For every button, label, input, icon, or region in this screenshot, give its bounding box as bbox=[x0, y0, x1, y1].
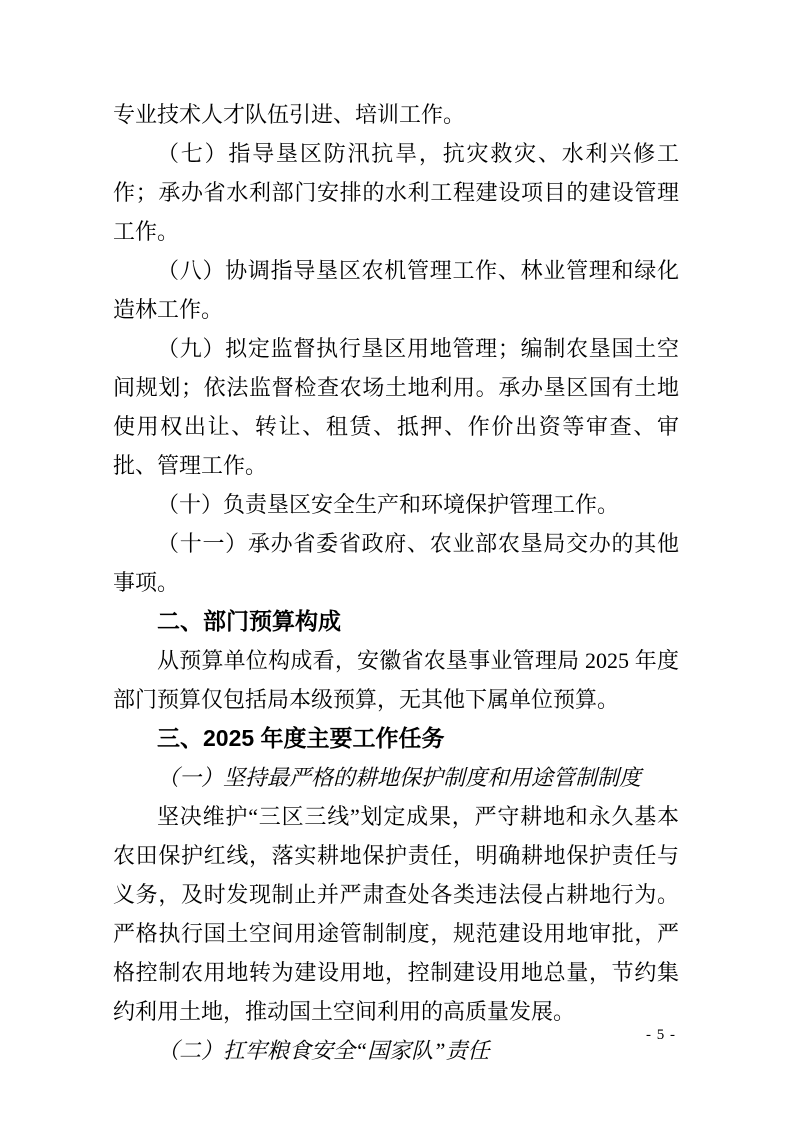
paragraph: 从预算单位构成看，安徽省农垦事业管理局 2025 年度部门预算仅包括局本级预算，无其他下属单位预算。 bbox=[113, 648, 679, 712]
document-body bbox=[113, 95, 679, 1070]
section-heading: 三、2025 年度主要工作任务 bbox=[157, 725, 445, 751]
paragraph: （十）负责垦区安全生产和环境保护管理工作。 bbox=[157, 492, 620, 517]
paragraph: （八）协调指导垦区农机管理工作、林业管理和绿化造林工作。 bbox=[113, 258, 679, 322]
paragraph: （九）拟定监督执行垦区用地管理；编制农垦国土空间规划；依法监督检查农场土地利用。承办垦区国有土地使用权出让、转让、租赁、抵押、作价出资等审查、审批、管理工作。 bbox=[113, 336, 679, 478]
paragraph: （十一）承办省委省政府、农业部农垦局交办的其他事项。 bbox=[113, 531, 679, 595]
section-heading: 二、部门预算构成 bbox=[157, 608, 341, 634]
paragraph: （七）指导垦区防汛抗旱，抗灾救灾、水利兴修工作；承办省水利部门安排的水利工程建设项目的建设管理工作。 bbox=[113, 141, 679, 244]
paragraph: （二）扛牢粮食安全“国家队”责任 bbox=[157, 1038, 490, 1063]
paragraph: 坚决维护“三区三线”划定成果，严守耕地和永久基本农田保护红线，落实耕地保护责任，明确耕地保护责任与义务，及时发现制止并严肃查处各类违法侵占耕地行为。严格执行国土空间用途管制制度，规范建设用地审批，严格控制农用地转为建设用地，控制建设用地总量，节约集约利用土地，推动国土空间利用的高质量发展。 bbox=[113, 804, 679, 1024]
page-number: - 5 - bbox=[646, 1027, 676, 1043]
paragraph: 专业技术人才队伍引进、培训工作。 bbox=[113, 102, 466, 127]
paragraph: （一）坚持最严格的耕地保护制度和用途管制制度 bbox=[157, 765, 642, 790]
